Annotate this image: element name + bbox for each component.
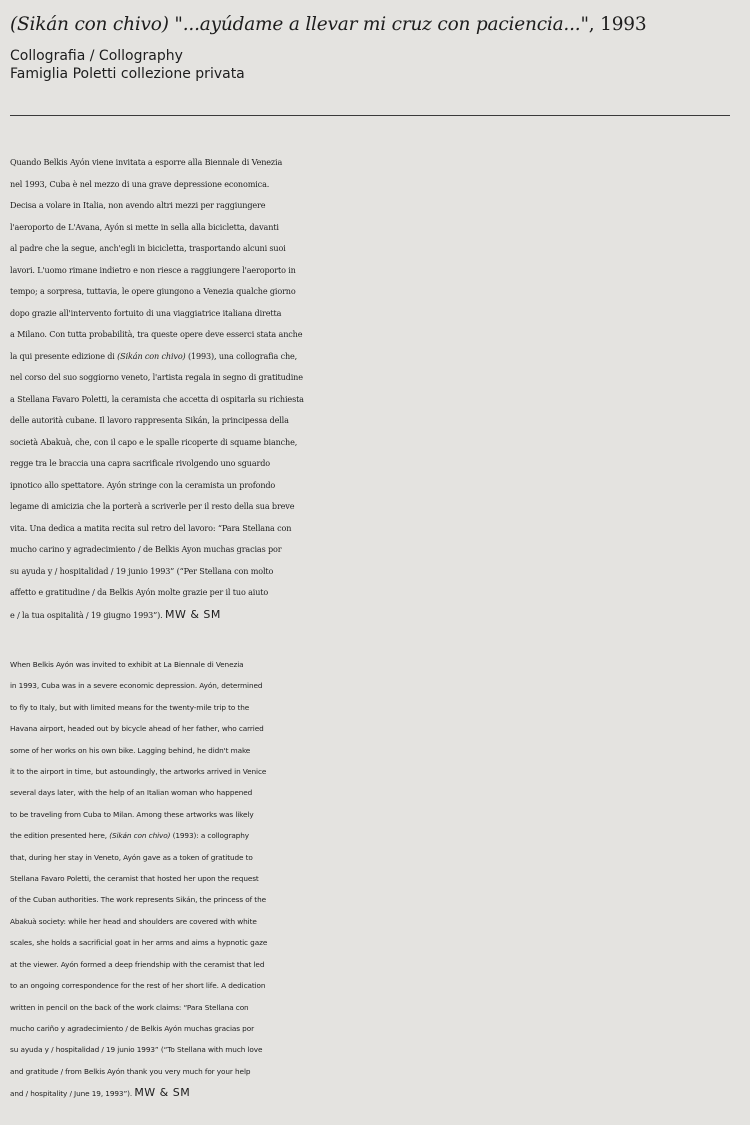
text-line: vita. Una dedica a matita recita sul retro del lavoro: “Para Stellana con [10,522,292,533]
text-line: l'aeroporto de L'Avana, Ayón si mette in sella alla bicicletta, davanti [10,221,279,232]
text-line: Stellana Favaro Poletti, the ceramist that hosted her upon the request [10,874,259,884]
italian-text [10,152,740,626]
divider [10,115,730,116]
text-line: nel 1993, Cuba è nel mezzo di una grave depressione economica. [10,178,270,189]
english-text [10,654,740,1105]
text-line: a Stellana Favaro Poletti, la ceramista che accetta di ospitarla su richiesta [10,393,304,404]
text-line: to an ongoing correspondence for the rest of her short life. A dedication [10,981,266,991]
text-line: written in pencil on the back of the work claims: “Para Stellana con [10,1002,249,1012]
author-initials: MW & SM [164,607,221,621]
text-line: delle autorità cubane. Il lavoro rappresenta Sikán, la principessa della [10,415,289,425]
text-line: Decisa a volare in Italia, non avendo altri mezzi per raggiungere [10,200,266,210]
text-line: scales, she holds a sacrificial goat in her arms and aims a hypnotic gaze [10,938,268,948]
text-line: regge tra le braccia una capra sacrificale rivolgendo uno sguardo [10,458,270,468]
text-line: that, during her stay in Veneto, Ayón gave as a token of gratitude to [10,852,253,862]
text-line: dopo grazie all'intervento fortuito di una viaggiatrice italiana diretta [10,307,282,318]
text-line [10,604,740,627]
text-line [10,346,740,368]
text-line: some of her works on his own bike. Lagging behind, he didn't make [10,745,251,755]
text-line [10,1082,740,1104]
title-italic: (Sikán con chivo) [10,14,169,35]
line-part: and / hospitality / June 19, 1993”). [10,1089,135,1099]
artwork-title [10,14,745,35]
line-part: (1993): a collography [170,831,250,841]
text-line: al padre che la segue, anch'egli in bicicletta, trasportando alcuni suoi [10,243,286,253]
text-line: to be traveling from Cuba to Milan. Among these artworks was likely [10,809,254,819]
text-line: su ayuda y / hospitalidad / 19 junio 1993” (“Per Stellana con molto [10,565,274,576]
text-line: tempo; a sorpresa, tuttavia, le opere giungono a Venezia qualche giorno [10,286,296,296]
text-line: and gratitude / from Belkis Ayón thank you very much for your help [10,1066,251,1076]
title-year: , 1993 [588,14,647,35]
line-part: e / la tua ospitalità / 19 giugno 1993”). [10,609,165,620]
text-line: to fly to Italy, but with limited means for the twenty-mile trip to the [10,702,250,712]
text-line: Quando Belkis Ayón viene invitata a esporre alla Biennale di Venezia [10,157,283,167]
text-line: nel corso del suo soggiorno veneto, l'artista regala in segno di gratitudine [10,372,303,382]
text-line: Havana airport, headed out by bicycle ahead of her father, who carried [10,724,264,734]
text-line: legame di amicizia che la porterà a scriverle per il resto della sua breve [10,501,295,511]
text-line: in 1993, Cuba was in a severe economic depression. Ayón, determined [10,681,263,691]
artwork-title-ref: (Sikán con chivo) [109,831,171,841]
text-line: of the Cuban authorities. The work represents Sikán, the princess of the [10,895,266,905]
text-line [10,825,740,846]
collection: Famiglia Poletti collezione privata [10,66,245,82]
text-line: mucho carino y agradecimiento / de Belkis Ayon muchas gracias por [10,544,282,554]
text-line: affetto e gratitudine / da Belkis Ayón molte grazie per il tuo aiuto [10,587,269,597]
text-line: ipnotico allo spettatore. Ayón stringe con la ceramista un profondo [10,479,276,490]
text-line: lavori. L'uomo rimane indietro e non riesce a raggiungere l'aeroporto in [10,264,296,275]
title-quote: "...ayúdame a llevar mi cruz con paciencia..." [168,14,589,35]
technique: Collografia / Collography [10,48,183,64]
artwork-title-ref: (Sikán con chivo) [117,350,186,361]
line-part: (1993), una collografia che, [185,350,298,361]
text-line: When Belkis Ayón was invited to exhibit at La Biennale di Venezia [10,660,244,669]
text-line: at the viewer. Ayón formed a deep friendship with the ceramist that led [10,959,265,969]
line-part: la qui presente edizione di [10,350,118,361]
author-initials: MW & SM [134,1086,191,1100]
text-line: it to the airport in time, but astoundingly, the artworks arrived in Venice [10,767,267,777]
text-line: società Abakuà, che, con il capo e le spalle ricoperte di squame bianche, [10,436,298,447]
text-line: a Milano. Con tutta probabilità, tra queste opere deve esserci stata anche [10,329,303,339]
text-line: mucho cariño y agradecimiento / de Belkis Ayón muchas gracias por [10,1023,254,1033]
text-line: Abakuà society: while her head and shoulders are covered with white [10,916,257,926]
text-line: su ayuda y / hospitalidad / 19 junio 1993” (“To Stellana with much love [10,1045,263,1055]
line-part: the edition presented here, [10,831,110,841]
text-line: several days later, with the help of an Italian woman who happened [10,788,253,798]
